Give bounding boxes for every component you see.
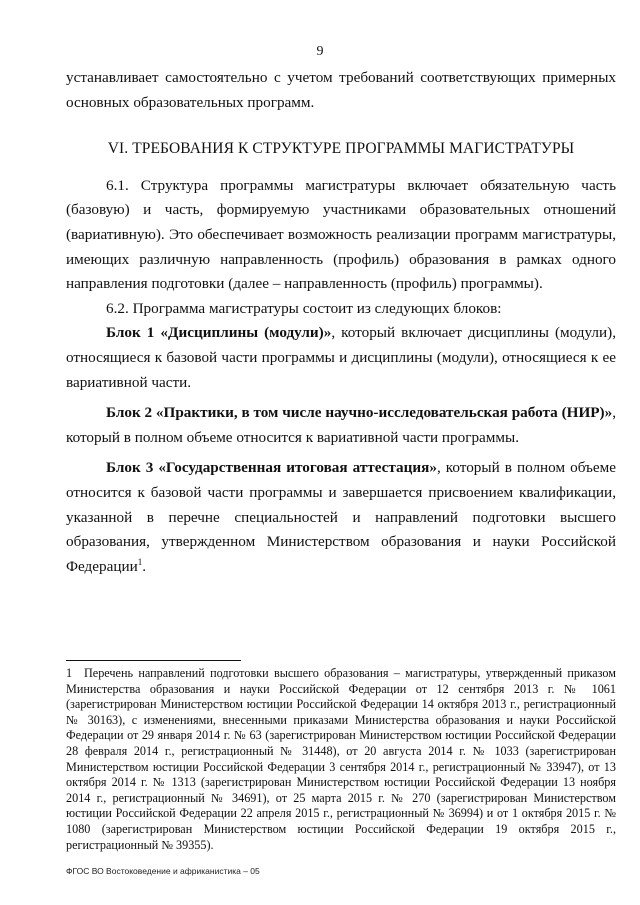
block-2-title: Блок 2 «Практики, в том числе научно-исследовательская работа (НИР)» xyxy=(106,404,613,422)
paragraph-continuation: устанавливает самостоятельно с учетом требований соответствующих примерных основных образовательных программ. xyxy=(66,69,616,111)
footnote xyxy=(66,666,616,853)
block-2-paragraph xyxy=(66,401,616,450)
footnote-mark: 1 xyxy=(66,666,73,680)
paragraph-6-2: 6.2. Программа магистратуры состоит из следующих блоков: xyxy=(106,299,502,317)
block-2-text: , который в полном объеме относится к вариативной части программы. xyxy=(66,404,616,446)
block-1-paragraph xyxy=(66,321,616,395)
paragraph-6-1: 6.1. Структура программы магистратуры включает обязательную часть (базовую) и часть, формируемую участниками образовательных отношений (вариативную). Это обеспечивает возможность реализации программ магистратуры, имеющих различную направленность (профиль) образования в рамках одного направления подготовки (далее – направленность (профиль) программы). xyxy=(66,176,616,293)
block-3-title: Блок 3 «Государственная итоговая аттестация» xyxy=(106,459,437,477)
footnote-reference: 1 xyxy=(137,556,143,567)
page-number: 9 xyxy=(316,44,324,59)
document-body xyxy=(66,66,616,579)
footnote-text: Перечень направлений подготовки высшего образования – магистратуры, утвержденный приказом Министерства образования и науки Российской Федерации от 12 сентября 2013 г. № 1061 (зарегистрирован Министерством юстиции Российской Федерации 14 октября 2013 г., регистрационный № 30163), с изменениями, внесенными приказами Министерства образования и науки Российской Федерации от 29 января 2014 г. № 63 (зарегистрирован Министерством юстиции Российской Федерации 28 февраля 2014 г., регистрационный № 31448), от 20 августа 2014 г. № 1033 (зарегистрирован Министерством юстиции Российской Федерации 3 сентября 2014 г., регистрационный № 33947), от 13 октября 2014 г. № 1313 (зарегистрирован Министерством юстиции Российской Федерации 13 ноября 2014 г., регистрационный № 34691), от 25 марта 2015 г. № 270 (зарегистрирован Министерством юстиции Российской Федерации 22 апреля 2015 г., регистрационный № 36994) и от 1 октября 2015 г. № 1080 (зарегистрирован Министерством юстиции Российской Федерации 19 октября 2015 г., регистрационный № 39355). xyxy=(66,666,616,852)
block-1-text: , который включает дисциплины (модули), относящиеся к базовой части программы и дисциплины (модули), относящиеся к ее вариативной части. xyxy=(66,324,616,391)
page-footer: ФГОС ВО Востоковедение и африканистика – 05 xyxy=(66,866,260,876)
block-3-end: . xyxy=(142,557,147,575)
block-3-paragraph xyxy=(66,456,616,579)
block-3-text: , который в полном объеме относится к базовой части программы и завершается присвоением квалификации, указанной в перечне специальностей и направлений подготовки высшего образования, утвержденном Министерством образования и науки Российской Федерации xyxy=(66,459,616,575)
footnote-divider xyxy=(66,660,241,661)
block-1-title: Блок 1 «Дисциплины (модули)» xyxy=(106,324,332,342)
section-heading: VI. ТРЕБОВАНИЯ К СТРУКТУРЕ ПРОГРАММЫ МАГИСТРАТУРЫ xyxy=(107,140,575,158)
